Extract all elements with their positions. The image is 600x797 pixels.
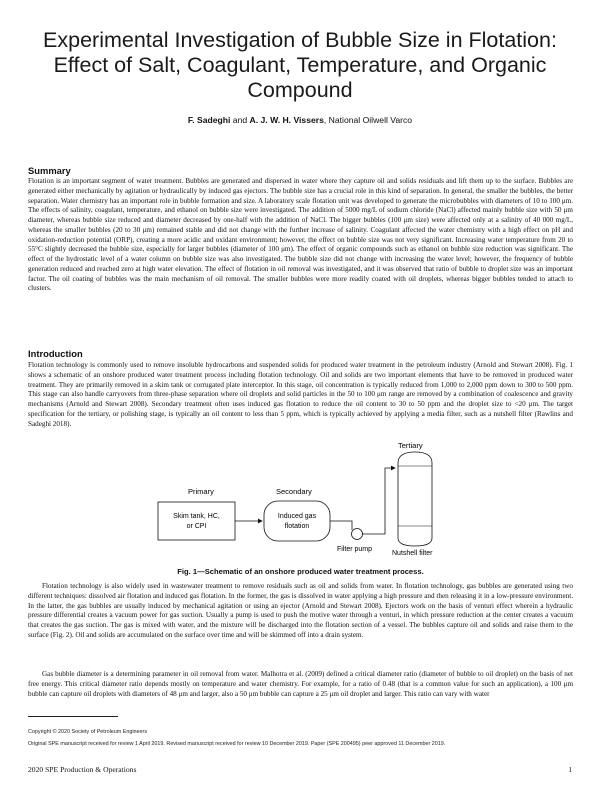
author-line: [20, 115, 580, 125]
intro-paragraph-3: Gas bubble diameter is a determining parameter in oil removal from water. Malhotra et al. (2009) defined a critical diameter ratio (diameter of bubble to oil droplet) on the basis of net free energy. This critical diameter ratio depends mostly on temperature and water chemistry. For example, for a ratio of 0.48 (that is a common value for such an application), a 100 μm bubble can capture oil droplets with diameters of 48 μm and larger, also a 50 μm bubble can capture a 25 μm oil droplet and larger. This ratio can vary with water: [28, 670, 573, 698]
intro-paragraph-1: Flotation technology is commonly used to remove insoluble hydrocarbons and suspended solids for produced water treatment in the petroleum industry (Arnold and Stewart 2008). Fig. 1 shows a schematic of an onshore produced water treatment process including flotation technology. Oil and solids are two important elements that have to be removed in produced water treatment. They are primarily removed in a skim tank or corrugated plate interceptor. In this stage, oil concentration is typically reduced from 1,000 to 2,000 ppm down to 300 to 500 ppm. This stage can also handle carryovers from three-phase separation where oil droplets and solid particles in the 50 to 100 μm range are removed by a combination of coalescence and gravity mechanisms (Arnold and Stewart 2008). Secondary treatment often uses induced gas flotation to reduce the oil content to 30 to 50 ppm and the droplet size to <20 μm. The target specification for the tertiary, or polishing stage, is typically an oil content to less than 5 ppm, which is typically achieved by applying a media filter, such as a nutshell filter (Rawlins and Sadeghi 2018).: [28, 361, 573, 428]
filter-pump: [352, 529, 363, 540]
summary-heading: Summary: [28, 165, 71, 176]
label-secondary: Secondary: [276, 487, 312, 496]
page-number: 1: [568, 765, 572, 774]
paper-title: Experimental Investigation of Bubble Size in Flotation: Effect of Salt, Coagulant, Temperature, and Organic Compound: [43, 28, 557, 102]
box1-line1: Skim tank, HC,: [173, 513, 220, 520]
footnote-rule: [28, 716, 118, 717]
flow-line-to-filter: [362, 468, 395, 534]
box2-line1: Induced gas: [277, 513, 317, 520]
figure-1-caption: Fig. 1—Schematic of an onshore produced water treatment process.: [177, 567, 424, 576]
author-1: F. Sadeghi: [187, 115, 231, 125]
author-2: A. J. W. H. Vissers: [249, 115, 324, 125]
intro-paragraph-2: Flotation technology is also widely used in wastewater treatment to remove residuals such as oil and solids from water. In flotation technology, gas bubbles are generated using two different techniques: dissolved air flotation and induced gas flotation. In the former, the gas is dissolved in water applying a high pressure and then releasing it in a low-pressure environment. In the latter, the gas bubbles are usually induced by mechanical agitation or using an ejector (Arnold and Stewart 2008). Ejectors work on the basis of venturi effect wherein a hydraulic pressure differential creates a vacuum power for gas suction. Usually a pump is used to push the motive water through a venturi, in which pressure reduction at the center creates a vacuum that creates the gas suction. The gas is mixed with water, and the mixture will be discharged into the flotation section of a vessel. The bubbles capture oil and solids and raise them to the surface (Fig. 2). Oil and solids are accumulated on the surface over time and will be skimmed off into a drain system.: [28, 582, 573, 639]
box1-line2: or CPI: [186, 523, 207, 530]
journal-footer: 2020 SPE Production & Operations: [28, 765, 137, 774]
affiliation: , National Oilwell Varco: [323, 115, 413, 125]
flow-line-to-pump: [330, 521, 352, 530]
induced-gas-flotation-vessel: [264, 501, 330, 541]
copyright-notice: Copyright © 2020 Society of Petroleum Engineers: [28, 729, 148, 735]
summary-text: Flotation is an important segment of water treatment. Bubbles are generated and dispersed in water where they capture oil and solids residuals and lift them up to the surface. Bubbles are generated either mechanically by agitation or hydraulically by induced gas ejectors. The bubble size has a crucial role in this kind of separation. In general, the smaller the bubbles, the better separation. Water chemistry has an important role in bubble formation and size. A laboratory scale flotation unit was developed to generate the microbubbles with diameters of 10 to 100 μm. The effects of salinity, coagulant, temperature, and ethanol on bubble size were investigated. The addition of 5000 mg/L of sodium chloride (NaCl) affected mainly bubble size with 50 μm diameter, whereas bubble size reduced and diameter decreased by one-half with the addition of NaCl. The bigger bubbles (100 μm size) were affected only at a salinity of 40 000 mg/L, whereas the smaller bubbles (20 to 30 μm) remained stable and did not change with the further increase of salinity. Coagulant affected the water chemistry with a high effect on pH and oxidation-reduction potential (ORP), creating a more acidic and oxidant environment; however, the effect on bubble size was not very significant. Increasing water temperature from 20 to 55°C slightly decreased the bubble size, especially for larger bubbles (diameter of 100 μm). The effect of organic compounds such as ethanol on bubble size reduction was significant. The effect of the hydrostatic level of a water column on bubble size was also investigated. The bubble size did not change with increasing the water level; however, the frequency of bubble generation reduced and reached zero at high water elevation. The effect of flotation in oil removal was investigated, and it was observed that ratio of bubble to droplet size was an important factor. The oil coating of bubbles was the main mechanism of oil removal. The smaller bubbles were more readily coated with oil droplets, whereas bigger bubbles tended to attach to clusters.: [28, 177, 573, 293]
label-nutshell-filter: Nutshell filter: [392, 550, 433, 557]
manuscript-history: Original SPE manuscript received for review 1 April 2019. Revised manuscript received for review 10 December 2019. Paper (SPE 200495) peer approved 11 December 2019.: [28, 741, 446, 747]
skim-tank-box: [158, 502, 235, 540]
figure-1-diagram: [0, 430, 600, 562]
label-filter-pump: Filter pump: [337, 546, 373, 553]
introduction-heading: Introduction: [28, 348, 83, 359]
box2-line2: flotation: [284, 523, 310, 530]
label-tertiary: Tertiary: [398, 441, 423, 450]
author-conjunction: and: [232, 115, 248, 125]
label-primary: Primary: [188, 487, 214, 496]
